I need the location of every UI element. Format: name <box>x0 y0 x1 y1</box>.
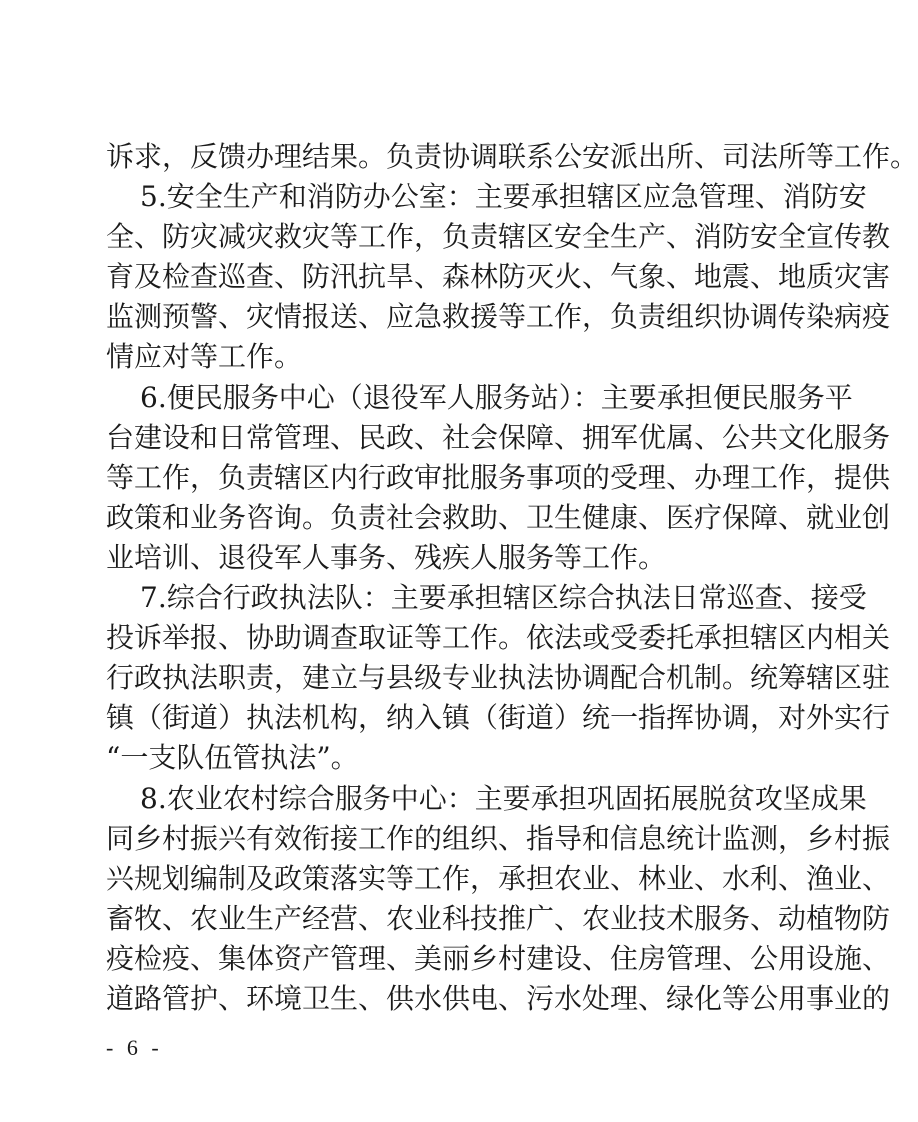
text-line: 同乡村振兴有效衔接工作的组织、指导和信息统计监测，乡村振 <box>106 821 891 855</box>
text-line: 诉求，反馈办理结果。负责协调联系公安派出所、司法所等工作。 <box>106 140 918 173</box>
text-line: 政策和业务咨询。负责社会救助、卫生健康、医疗保障、就业创 <box>106 500 891 534</box>
page-number: - 6 - <box>106 1035 163 1060</box>
paragraph <box>106 177 891 377</box>
text-line: 7.综合行政执法队：主要承担辖区综合执法日常巡查、接受 <box>140 581 867 615</box>
text-line: 监测预警、灾情报送、应急救援等工作，负责组织协调传染病疫 <box>106 300 891 334</box>
text-line: 道路管护、环境卫生、供水供电、污水处理、绿化等公用事业的 <box>106 981 891 1015</box>
text-line: 业培训、退役军人事务、残疾人服务等工作。 <box>106 540 667 574</box>
text-line: 等工作，负责辖区内行政审批服务事项的受理、办理工作，提供 <box>106 460 891 494</box>
paragraph <box>106 137 918 177</box>
text-line: 情应对等工作。 <box>106 340 303 374</box>
paragraph <box>106 378 891 578</box>
text-line: 镇（街道）执法机构，纳入镇（街道）统一指挥协调，对外实行 <box>106 701 891 735</box>
text-line: 疫检疫、集体资产管理、美丽乡村建设、住房管理、公用设施、 <box>106 941 891 975</box>
text-line: 畜牧、农业生产经营、农业科技推广、农业技术服务、动植物防 <box>106 901 891 935</box>
text-line: 育及检查巡查、防汛抗旱、森林防灭火、气象、地震、地质灾害 <box>106 260 891 294</box>
text-line: 兴规划编制及政策落实等工作，承担农业、林业、水利、渔业、 <box>106 861 891 895</box>
document-body <box>106 137 918 1019</box>
text-line: 投诉举报、协助调查取证等工作。依法或受委托承担辖区内相关 <box>106 621 891 655</box>
text-line: 行政执法职责，建立与县级专业执法协调配合机制。统筹辖区驻 <box>106 661 891 695</box>
text-line: 台建设和日常管理、民政、社会保障、拥军优属、公共文化服务 <box>106 420 891 454</box>
text-line: 5.安全生产和消防办公室：主要承担辖区应急管理、消防安 <box>140 180 867 214</box>
paragraph <box>106 578 891 778</box>
paragraph <box>106 779 891 1020</box>
text-line: “一支队伍管执法”。 <box>106 741 359 775</box>
text-line: 8.农业农村综合服务中心：主要承担巩固拓展脱贫攻坚成果 <box>140 781 867 815</box>
text-line: 全、防灾减灾救灾等工作，负责辖区安全生产、消防安全宣传教 <box>106 220 891 254</box>
text-line: 6.便民服务中心（退役军人服务站）：主要承担便民服务平 <box>140 380 853 414</box>
